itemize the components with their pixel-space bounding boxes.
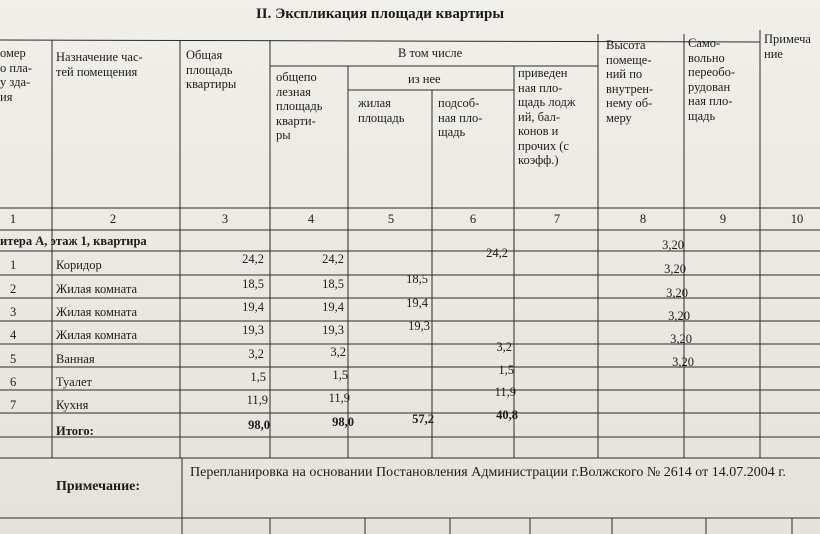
total-area-value: 18,5 [242,277,264,291]
note-label: Примечание: [56,479,141,494]
height-value: 3,20 [672,355,694,369]
useful-area-value: 11,9 [328,391,350,405]
total-area-value: 19,4 [242,300,264,314]
header-unauthorized-area: Само- вольно переобо- рудован ная пло- щадь [688,36,736,123]
room-name: Кухня [56,398,89,412]
column-number: 2 [109,212,117,226]
height-value: 3,20 [662,238,684,252]
header-total-area: Общая площадь квартиры [186,48,237,91]
column-number: 9 [719,212,727,226]
header-notes: Примеча ние [764,32,811,61]
total-area-value: 3,2 [248,347,264,361]
totals-useful-area: 98,0 [332,415,354,429]
totals-total-area: 98,0 [248,418,270,432]
useful-area-value: 24,2 [322,252,344,266]
header-auxiliary-area: подсоб- ная пло- щадь [438,96,483,139]
total-area-value: 11,9 [246,393,268,407]
row-number: 1 [10,258,17,272]
height-value: 3,20 [664,262,686,276]
row-number: 2 [10,282,17,296]
section-label: итера А, этаж 1, квартира [0,234,147,248]
useful-area-value: 3,2 [330,345,346,359]
useful-area-value: 19,4 [322,300,344,314]
column-number: 7 [553,212,561,226]
header-loggia-area: приведен ная пло- щадь лодж ий, бал- конов и прочих (с коэфф.) [518,66,576,167]
column-number: 4 [307,212,315,226]
useful-area-value: 1,5 [332,368,348,382]
auxiliary-area-value: 11,9 [494,385,516,399]
header-living-area: жилая площадь [358,96,405,125]
room-name: Ванная [56,352,95,366]
header-of-which: из нее [408,72,441,86]
living-area-value: 18,5 [406,272,428,286]
column-number: 8 [639,212,647,226]
height-value: 3,20 [666,286,688,300]
height-value: 3,20 [668,309,690,323]
living-area-value: 19,4 [406,296,428,310]
total-area-value: 24,2 [242,252,264,266]
header-useful-area: общепо лезная площадь кварти- ры [276,70,323,142]
auxiliary-area-value: 24,2 [486,246,508,260]
column-number: 1 [9,212,17,226]
row-number: 3 [10,305,17,319]
totals-living-area: 57,2 [412,412,434,426]
header-room-number: омер о пла- у зда- ия [0,46,33,104]
useful-area-value: 18,5 [322,277,344,291]
room-name: Жилая комната [56,305,137,319]
useful-area-value: 19,3 [322,323,344,337]
auxiliary-area-value: 3,2 [496,340,512,354]
header-ceiling-height: Высота помеще- ний по внутрен- нему об- меру [606,38,654,125]
column-number: 10 [790,212,804,226]
row-number: 5 [10,352,17,366]
note-text: Перепланировка на основании Постановления Администрации г.Волжского № 2614 от 14.07.2004 г. [190,465,786,480]
room-name: Коридор [56,258,102,272]
row-number: 7 [10,398,17,412]
document-title: II. Экспликация площади квартиры [255,6,505,22]
height-value: 3,20 [670,332,692,346]
auxiliary-area-value: 1,5 [498,363,514,377]
row-number: 4 [10,328,17,342]
room-name: Жилая комната [56,282,137,296]
room-name: Жилая комната [56,328,137,342]
totals-auxiliary-area: 40,8 [496,408,518,422]
total-area-value: 1,5 [250,370,266,384]
column-number: 6 [469,212,477,226]
column-number: 5 [387,212,395,226]
header-including: В том числе [398,46,463,60]
row-number: 6 [10,375,17,389]
totals-label: Итого: [56,424,94,438]
living-area-value: 19,3 [408,319,430,333]
room-name: Туалет [56,375,93,389]
total-area-value: 19,3 [242,323,264,337]
header-room-purpose: Назначение час- тей помещения [56,50,143,79]
column-number: 3 [221,212,229,226]
